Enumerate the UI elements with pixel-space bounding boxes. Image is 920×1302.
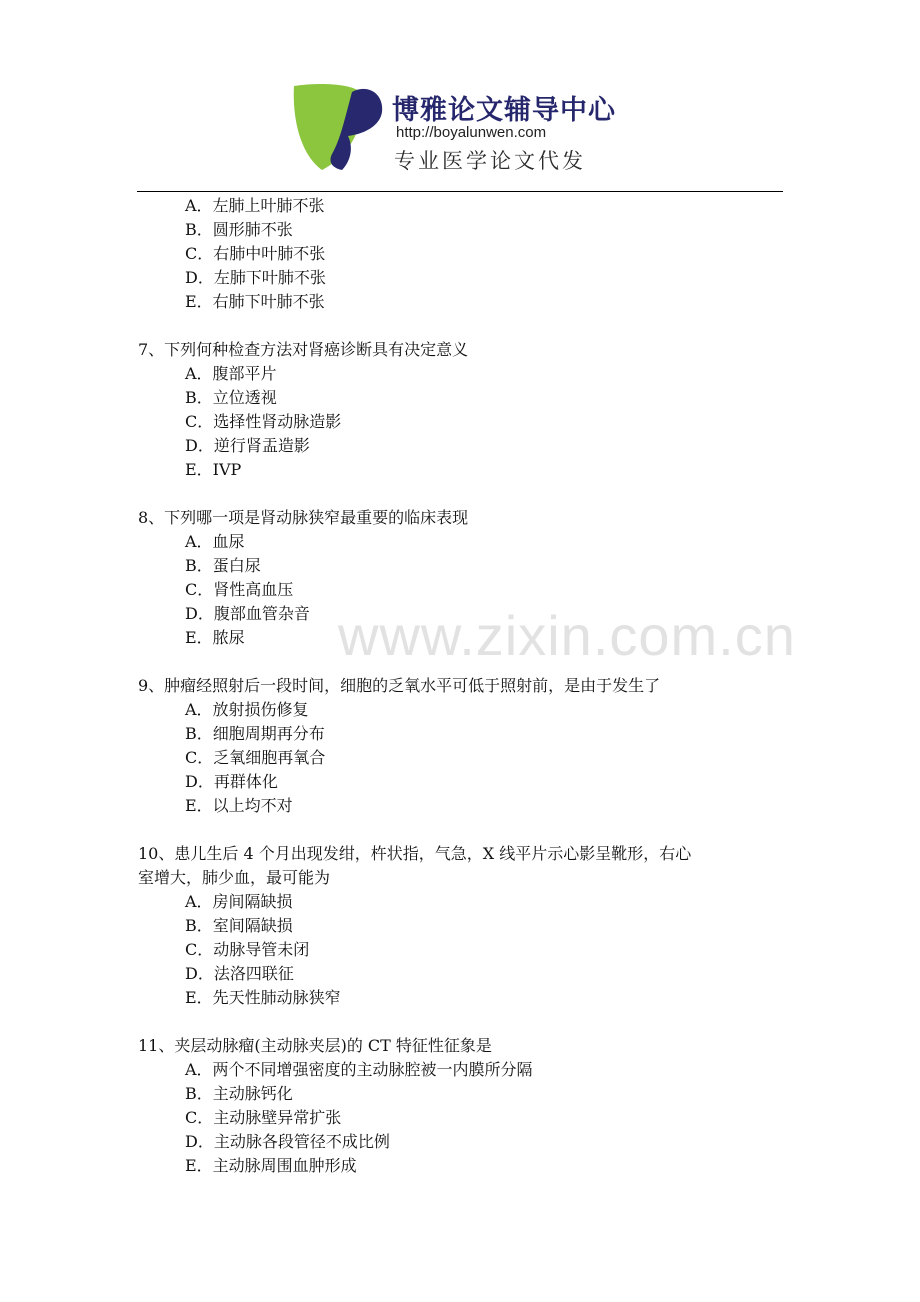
option: C．主动脉壁异常扩张	[185, 1108, 342, 1127]
option: B．蛋白尿	[185, 556, 261, 575]
watermark: www.zixin.com.cn	[338, 604, 796, 667]
page-header	[0, 0, 920, 192]
question-list	[138, 194, 788, 1178]
option: C．右肺中叶肺不张	[185, 244, 326, 263]
option: A．血尿	[185, 532, 245, 551]
option: C．乏氧细胞再氧合	[185, 748, 326, 767]
question-text-continued: 室增大，肺少血，最可能为	[138, 868, 331, 887]
option: A．房间隔缺损	[185, 892, 293, 911]
option: D．主动脉各段管径不成比例	[185, 1132, 390, 1151]
option: E．IVP	[185, 460, 242, 479]
option: E．主动脉周围血肿形成	[185, 1156, 357, 1175]
option: D．逆行肾盂造影	[185, 436, 310, 455]
option: E．先天性肺动脉狭窄	[185, 988, 341, 1007]
option: B．主动脉钙化	[185, 1084, 293, 1103]
option: A．两个不同增强密度的主动脉腔被一内膜所分隔	[185, 1060, 533, 1079]
question-text: 10、患儿生后 4 个月出现发绀，杵状指，气急，X 线平片示心影呈靴形，右心	[138, 844, 692, 863]
question-text: 9、肿瘤经照射后一段时间，细胞的乏氧水平可低于照射前，是由于发生了	[138, 676, 661, 695]
option: C．肾性高血压	[185, 580, 294, 599]
option: A．放射损伤修复	[185, 700, 309, 719]
option: E．右肺下叶肺不张	[185, 292, 325, 311]
brand-url[interactable]: http://boyalunwen.com	[396, 124, 547, 141]
option: B．细胞周期再分布	[185, 724, 325, 743]
brand-slogan: 专业医学论文代发	[394, 149, 586, 173]
option: A．腹部平片	[185, 364, 277, 383]
option: C．动脉导管未闭	[185, 940, 310, 959]
option: B．室间隔缺损	[185, 916, 293, 935]
option: D．法洛四联征	[185, 964, 294, 983]
option: D．再群体化	[185, 772, 278, 791]
option: D．左肺下叶肺不张	[185, 268, 326, 287]
option: D．腹部血管杂音	[185, 604, 310, 623]
option: B．圆形肺不张	[185, 220, 293, 239]
brand-name: 博雅论文辅导中心	[392, 95, 616, 126]
option: E．脓尿	[185, 628, 245, 647]
question-text: 8、下列哪一项是肾动脉狭窄最重要的临床表现	[138, 508, 469, 527]
leaf-logo-icon	[290, 82, 388, 174]
question-text: 7、下列何种检查方法对肾癌诊断具有决定意义	[138, 340, 469, 359]
option: B．立位透视	[185, 388, 277, 407]
question-text: 11、夹层动脉瘤(主动脉夹层)的 CT 特征性征象是	[138, 1036, 492, 1055]
option: E．以上均不对	[185, 796, 293, 815]
header-divider	[137, 191, 783, 192]
option: C．选择性肾动脉造影	[185, 412, 342, 431]
option: A．左肺上叶肺不张	[185, 196, 325, 215]
